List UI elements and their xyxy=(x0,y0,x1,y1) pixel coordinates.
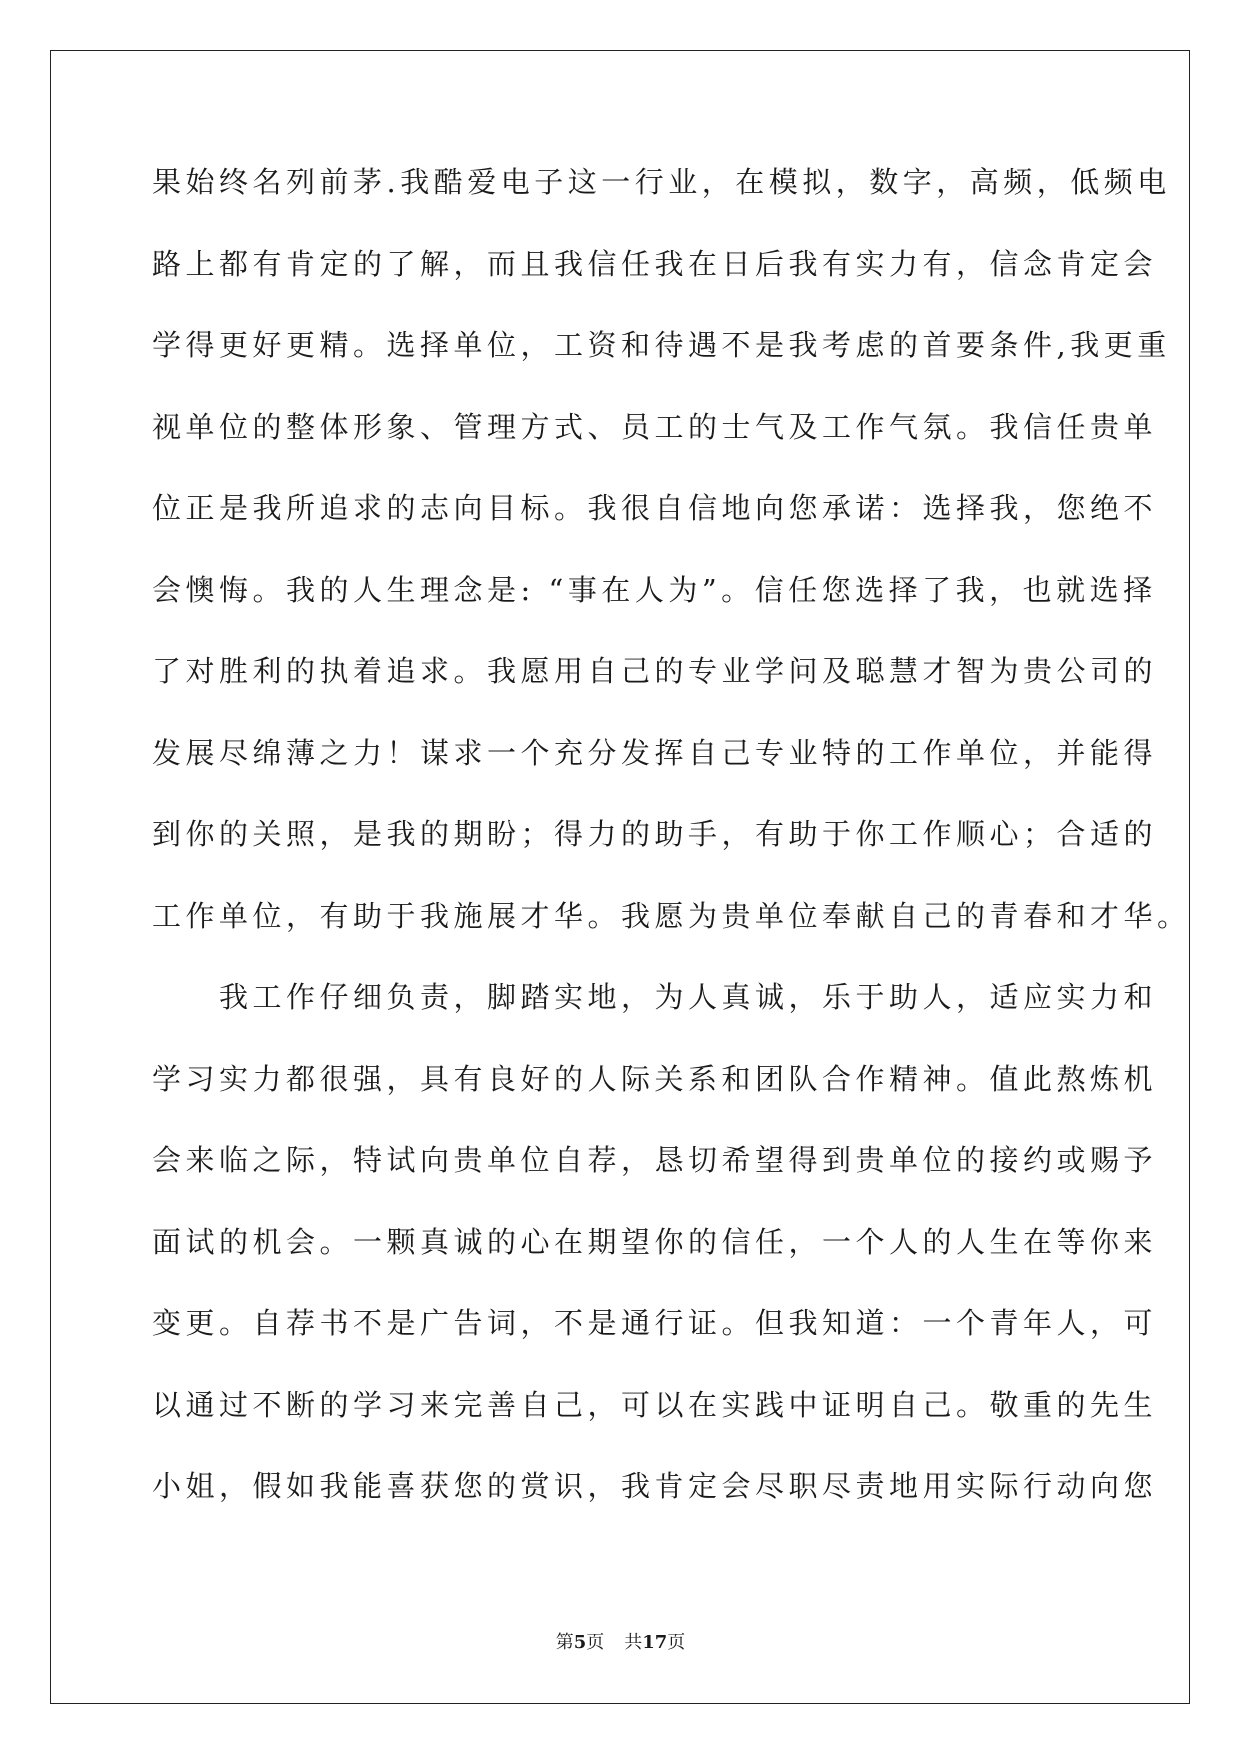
text-line: 面试的机会。一颗真诚的心在期望你的信任，一个人的人生在等你来 xyxy=(152,1224,1158,1259)
page-number: 5 xyxy=(573,1632,587,1653)
text-line: 到你的关照，是我的期盼；得力的助手，有助于你工作顺心；合适的 xyxy=(152,817,1158,851)
text-line: 小姐，假如我能喜获您的赏识，我肯定会尽职尽责地用实际行动向您 xyxy=(152,1469,1158,1503)
total-suffix: 页 xyxy=(667,1632,686,1653)
text-line: 路上都有肯定的了解，而且我信任我在日后我有实力有，信念肯定会 xyxy=(152,246,1158,281)
text-line: 位正是我所追求的志向目标。我很自信地向您承诺：选择我，您绝不 xyxy=(152,491,1158,525)
text-line: 学习实力都很强，具有良好的人际关系和团队合作精神。值此熬炼机 xyxy=(152,1061,1158,1096)
text-line: 学得更好更精。选择单位，工资和待遇不是我考虑的首要条件,我更重 xyxy=(152,328,1171,362)
page-suffix: 页 xyxy=(586,1632,605,1653)
total-prefix: 共 xyxy=(624,1632,643,1653)
text-line: 会懊悔。我的人生理念是: “事在人为”。信任您选择了我，也就选择 xyxy=(152,572,1157,607)
text-line: 我工作仔细负责，脚踏实地，为人真诚，乐于助人，适应实力和 xyxy=(152,980,1158,1014)
text-line: 视单位的整体形象、管理方式、员工的士气及工作气氛。我信任贵单 xyxy=(152,409,1158,444)
document-body xyxy=(152,165,1191,1551)
page-prefix: 第 xyxy=(555,1632,574,1653)
text-line: 会来临之际，特试向贵单位自荐，恳切希望得到贵单位的接约或赐予 xyxy=(152,1143,1158,1177)
text-line: 了对胜利的执着追求。我愿用自己的专业学问及聪慧才智为贵公司的 xyxy=(152,654,1158,688)
text-line: 发展尽绵薄之力！谋求一个充分发挥自己专业特的工作单位，并能得 xyxy=(152,735,1158,770)
text-line: 工作单位，有助于我施展才华。我愿为贵单位奉献自己的青春和才华。 xyxy=(152,898,1191,933)
text-line: 变更。自荐书不是广告词，不是通行证。但我知道：一个青年人，可 xyxy=(152,1306,1158,1340)
page-footer xyxy=(0,1628,1241,1654)
text-line: 以通过不断的学习来完善自己，可以在实践中证明自己。敬重的先生 xyxy=(152,1387,1158,1422)
text-line: 果始终名列前茅.我酷爱电子这一行业，在模拟，数字，高频，低频电 xyxy=(152,165,1171,199)
total-pages: 17 xyxy=(642,1632,668,1653)
